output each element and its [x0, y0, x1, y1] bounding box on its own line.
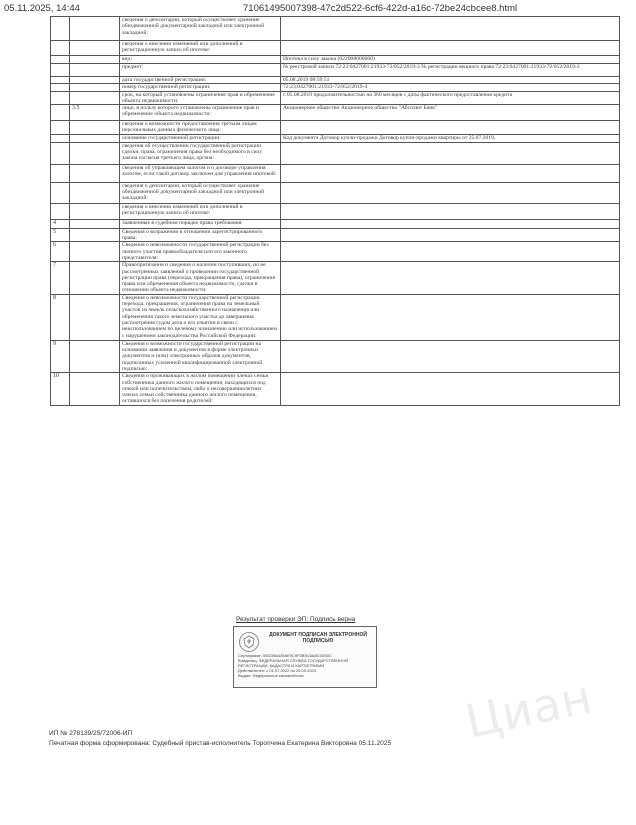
row-number: [51, 164, 70, 182]
row-number: [51, 17, 70, 41]
section-number: [70, 91, 120, 105]
row-number: 8: [51, 294, 70, 340]
field-value: 05.08.2019 08:59:51: [281, 77, 620, 84]
field-label: сведения о депозитарии, который осуществляет хранение обездвиженной документарной закладной или электронной закладной:: [120, 17, 281, 41]
signature-check-result: Результат проверки ЭП: Подпись верна: [236, 616, 356, 623]
field-label: Сведения о возможности государственной регистрации на основании заявления и документов в форме электронных документов и (или) электронных образов документов, подписанных усиленной квалифицированной электронной подписью:: [120, 340, 281, 372]
field-value: № реестровой записи 72:23:0427001:21933-72/052/2019-3 № регистрации вещного права 72:23:0427001:21933-72/052/2019-3: [281, 64, 620, 77]
field-label: дата государственной регистрации:: [120, 77, 281, 84]
stamp-owner-line-2: РЕГИСТРАЦИИ, КАДАСТРА И КАРТОГРАФИИ: [238, 663, 325, 668]
table-row: [51, 84, 620, 91]
field-label: сведения о внесении изменений или дополнений в регистрационную запись об ипотеке:: [120, 203, 281, 219]
field-value: с 05.08.2019 продолжительностью на 360 месяцев с даты фактического предоставления кредита: [281, 91, 620, 105]
row-number: [51, 56, 70, 64]
row-number: 9: [51, 340, 70, 372]
field-value: [281, 294, 620, 340]
print-filename: 71061495007398-47c2d522-6cf6-422d-a16c-72be24cbcee8.html: [243, 3, 518, 14]
coat-of-arms-icon: [238, 631, 260, 653]
section-number: [70, 203, 120, 219]
section-number: 3.5: [70, 105, 120, 121]
section-number: [70, 134, 120, 142]
field-value: [281, 203, 620, 219]
section-number: [70, 294, 120, 340]
field-label: номер государственной регистрации:: [120, 84, 281, 91]
stamp-title: ДОКУМЕНТ ПОДПИСАН ЭЛЕКТРОННОЙ ПОДПИСЬЮ: [269, 632, 367, 644]
row-number: [51, 134, 70, 142]
table-row: [51, 17, 620, 41]
field-label: сведения о возможности предоставления третьим лицам персональных данных физического лица:: [120, 121, 281, 135]
table-row: [51, 262, 620, 294]
field-label: лицо, в пользу которого установлены ограничение прав и обременение объекта недвижимости:: [120, 105, 281, 121]
stamp-validity: Действителен: с 01.07.2022 по 25.09.2023: [238, 668, 316, 673]
field-value: [281, 41, 620, 56]
row-number: [51, 91, 70, 105]
table-row: [51, 77, 620, 84]
field-value: Акционерное общество Акционерное общество "Абсолют Банк": [281, 105, 620, 121]
section-number: [70, 340, 120, 372]
watermark-logo: Циан: [460, 669, 598, 749]
field-label: Сведения о невозможности государственной регистрации перехода, прекращения, ограничения права на земельный участок из земель сельскохозяйственного назначения или обременения такого земельного участка до завершения рассмотрения судом дела о его изъятии в связи с неиспользованием по целевому назначению или использованием с нарушением законодательства Российской Федерации:: [120, 294, 281, 340]
field-label: предмет:: [120, 64, 281, 77]
table-row: [51, 219, 620, 228]
field-value: [281, 182, 620, 203]
table-row: [51, 294, 620, 340]
field-value: [281, 164, 620, 182]
section-number: [70, 84, 120, 91]
row-number: [51, 182, 70, 203]
section-number: [70, 228, 120, 242]
row-number: [51, 203, 70, 219]
row-number: [51, 105, 70, 121]
table-row: [51, 91, 620, 105]
section-number: [70, 56, 120, 64]
table-row: [51, 242, 620, 262]
table-row: [51, 340, 620, 372]
egrn-table: [50, 16, 620, 406]
table-row: [51, 41, 620, 56]
field-value: [281, 121, 620, 135]
field-value: [281, 340, 620, 372]
section-number: [70, 142, 120, 164]
row-number: 5: [51, 228, 70, 242]
table-row: [51, 373, 620, 405]
field-label: Правопритязания и сведения о наличии поступивших, но не рассмотренных заявлений о проведении государственной регистрации права (перехода, прекращения права), ограничения права или обременения объекта недвижимости, сделки в отношении объекта недвижимости:: [120, 262, 281, 294]
field-label: основание государственной регистрации:: [120, 134, 281, 142]
section-number: [70, 373, 120, 405]
field-label: Сведения о невозможности государственной регистрации без личного участия правообладателя или его законного представителя:: [120, 242, 281, 262]
row-number: [51, 64, 70, 77]
field-label: вид:: [120, 56, 281, 64]
field-value: 72:23:0427001:21933-72/052/2019-4: [281, 84, 620, 91]
field-value: [281, 242, 620, 262]
field-label: сведения о депозитарии, который осуществляет хранение обездвиженной документарной закладной или электронной закладной:: [120, 182, 281, 203]
row-number: [51, 142, 70, 164]
section-number: [70, 262, 120, 294]
row-number: [51, 84, 70, 91]
field-value: [281, 219, 620, 228]
section-number: [70, 121, 120, 135]
section-number: [70, 64, 120, 77]
table-row: [51, 105, 620, 121]
printed-by-line: Печатная форма сформирована: Судебный пристав-исполнитель Торопчина Екатерина Викторовна 05.11.2025: [49, 740, 392, 747]
field-value: [281, 228, 620, 242]
table-row: [51, 56, 620, 64]
stamp-issuer: Выдан: Федеральное казначейство: [238, 673, 304, 678]
field-label: Заявленные в судебном порядке права требования:: [120, 219, 281, 228]
table-row: [51, 228, 620, 242]
electronic-signature-stamp: [233, 626, 377, 688]
section-number: [70, 41, 120, 56]
field-value: [281, 262, 620, 294]
table-row: [51, 64, 620, 77]
field-value: [281, 373, 620, 405]
row-number: 4: [51, 219, 70, 228]
table-row: [51, 142, 620, 164]
section-number: [70, 182, 120, 203]
stamp-certificate: Сертификат: 00D2B6A39AE9C9F3B5C6A8C0D00C: [238, 653, 333, 658]
row-number: [51, 77, 70, 84]
section-number: [70, 17, 120, 41]
section-number: [70, 219, 120, 228]
row-number: 6: [51, 242, 70, 262]
table-row: [51, 121, 620, 135]
enforcement-number: ИП № 278139/25/72006-ИП: [49, 730, 133, 737]
table-row: [51, 182, 620, 203]
field-label: Сведения о проживающих в жилом помещении членах семьи собственника данного жилого помещения, находящихся под опекой или попечительством, либо о несовершеннолетних членах семьи собственника данного жилого помещения, оставшихся без попечения родителей:: [120, 373, 281, 405]
section-number: [70, 242, 120, 262]
table-row: [51, 164, 620, 182]
field-value: Код документа Договор купли-продажи Договор купли-продажи квартиры от 25.07.2019,: [281, 134, 620, 142]
field-label: срок, на который установлены ограничение прав и обременение объекта недвижимости:: [120, 91, 281, 105]
table-row: [51, 134, 620, 142]
section-number: [70, 77, 120, 84]
field-value: [281, 17, 620, 41]
row-number: 7: [51, 262, 70, 294]
stamp-details: [238, 653, 372, 678]
field-label: сведения об управляющем залогом и о договоре управления залогом, если такой договор заключен для управления ипотекой:: [120, 164, 281, 182]
field-label: Сведения о возражении в отношении зарегистрированного права:: [120, 228, 281, 242]
row-number: [51, 121, 70, 135]
stamp-owner-line-1: Владелец: ФЕДЕРАЛЬНАЯ СЛУЖБА ГОСУДАРСТВЕННОЙ: [238, 658, 349, 663]
egrn-table-body: [51, 17, 620, 406]
row-number: 10: [51, 373, 70, 405]
field-label: сведения о внесении изменений или дополнений в регистрационную запись об ипотеке:: [120, 41, 281, 56]
row-number: [51, 41, 70, 56]
section-number: [70, 164, 120, 182]
field-value: [281, 142, 620, 164]
field-label: сведения об осуществлении государственной регистрации сделки, права, ограничения права без необходимого в силу закона согласия третьего лица, органа:: [120, 142, 281, 164]
print-datetime: 05.11.2025, 14:44: [4, 3, 80, 14]
field-value: Ипотека в силу закона (022008000000): [281, 56, 620, 64]
table-row: [51, 203, 620, 219]
